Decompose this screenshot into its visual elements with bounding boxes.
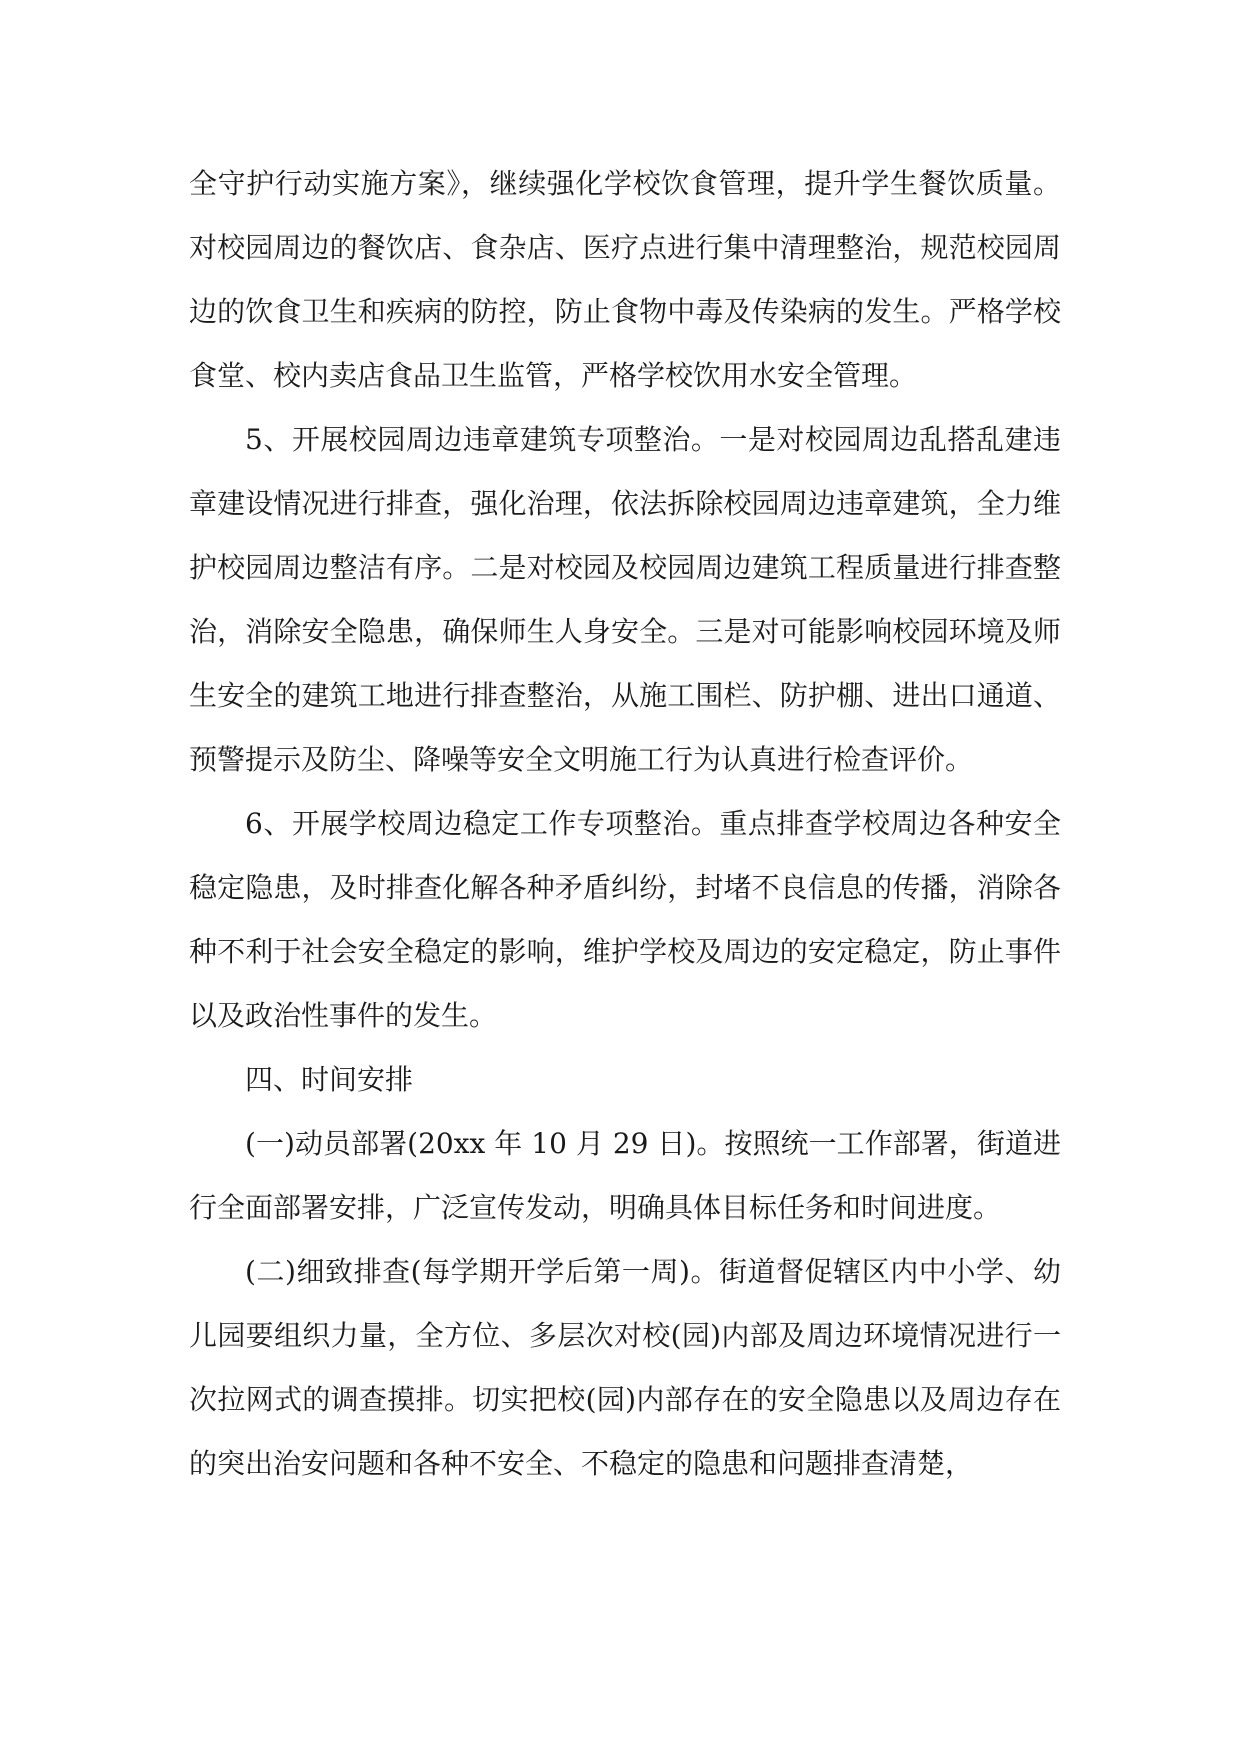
paragraph-step-1: (一)动员部署(20xx 年 10 月 29 日)。按照统一工作部署，街道进行全面部署安排，广泛宣传发动，明确具体目标任务和时间进度。 <box>189 1127 1061 1224</box>
section-heading-schedule: 四、时间安排 <box>245 1063 414 1096</box>
paragraph-step-2: (二)细致排查(每学期开学后第一周)。街道督促辖区内中小学、幼儿园要组织力量，全方位、多层次对校(园)内部及周边环境情况进行一次拉网式的调查摸排。切实把校(园)内部存在的安全隐患以及周边存在的突出治安问题和各种不安全、不稳定的隐患和问题排查清楚， <box>189 1255 1061 1480</box>
paragraph-item-5: 5、开展校园周边违章建筑专项整治。一是对校园周边乱搭乱建违章建设情况进行排查，强化治理，依法拆除校园周边违章建筑，全力维护校园周边整洁有序。二是对校园及校园周边建筑工程质量进行排查整治，消除安全隐患，确保师生人身安全。三是对可能影响校园环境及师生安全的建筑工地进行排查整治，从施工围栏、防护棚、进出口通道、预警提示及防尘、降噪等安全文明施工行为认真进行检查评价。 <box>189 423 1061 776</box>
document-body <box>189 152 1061 1496</box>
paragraph-item-6: 6、开展学校周边稳定工作专项整治。重点排查学校周边各种安全稳定隐患，及时排查化解各种矛盾纠纷，封堵不良信息的传播，消除各种不利于社会安全稳定的影响，维护学校及周边的安定稳定，防止事件以及政治性事件的发生。 <box>189 807 1061 1032</box>
paragraph-continuation: 全守护行动实施方案》，继续强化学校饮食管理，提升学生餐饮质量。对校园周边的餐饮店、食杂店、医疗点进行集中清理整治，规范校园周边的饮食卫生和疾病的防控，防止食物中毒及传染病的发生。严格学校食堂、校内卖店食品卫生监管，严格学校饮用水安全管理。 <box>189 167 1061 392</box>
